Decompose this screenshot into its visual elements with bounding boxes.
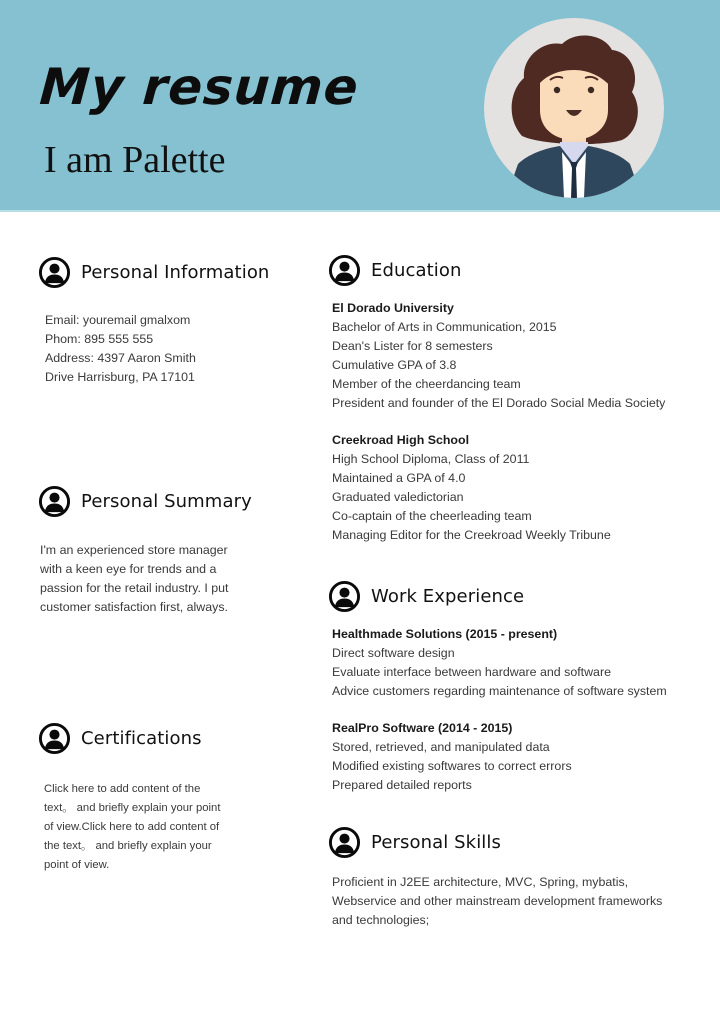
section-title: Personal Skills <box>371 832 501 853</box>
certification-line: text。 and briefly explain your point <box>44 802 221 814</box>
certifications-content[interactable] <box>44 780 220 875</box>
person-circle-icon <box>38 485 71 518</box>
personal-information-content <box>45 311 196 387</box>
job-title: RealPro Software (2014 - 2015) <box>332 721 513 735</box>
section-education <box>328 254 462 287</box>
personal-skills-content <box>332 873 662 930</box>
school-detail: Co-captain of the cheerleading team <box>332 509 532 523</box>
job-title: Healthmade Solutions (2015 - present) <box>332 627 558 641</box>
school-detail: President and founder of the El Dorado Social Media Society <box>332 396 666 410</box>
person-circle-icon <box>328 826 361 859</box>
school-detail: Cumulative GPA of 3.8 <box>332 358 457 372</box>
section-work-experience <box>328 580 524 613</box>
school-detail: Managing Editor for the Creekroad Weekly Tribune <box>332 528 611 542</box>
certification-line: Click here to add content of the <box>44 783 201 795</box>
section-certifications <box>38 722 202 755</box>
job-detail: Prepared detailed reports <box>332 778 472 792</box>
job-detail: Advice customers regarding maintenance of software system <box>332 684 667 698</box>
person-circle-icon <box>38 256 71 289</box>
skills-line: Webservice and other mainstream development frameworks <box>332 894 663 908</box>
resume-title: My resume <box>37 58 361 116</box>
section-personal-summary <box>38 485 252 518</box>
avatar-icon <box>484 18 664 198</box>
job-detail: Modified existing softwares to correct errors <box>332 759 572 773</box>
summary-line: customer satisfaction first, always. <box>40 600 228 614</box>
school-detail: High School Diploma, Class of 2011 <box>332 452 530 466</box>
education-university <box>332 299 665 413</box>
job-healthmade <box>332 625 667 701</box>
section-personal-information <box>38 256 269 289</box>
school-detail: Maintained a GPA of 4.0 <box>332 471 466 485</box>
summary-line: with a keen eye for trends and a <box>40 562 217 576</box>
skills-line: and technologies; <box>332 913 430 927</box>
school-detail: Member of the cheerdancing team <box>332 377 521 391</box>
education-high-school <box>332 431 611 545</box>
email-line: Email: youremail gmalxom <box>45 313 191 327</box>
section-title: Personal Information <box>81 262 270 283</box>
job-realpro <box>332 719 572 795</box>
job-detail: Direct software design <box>332 646 455 660</box>
section-title: Personal Summary <box>81 491 252 512</box>
job-detail: Stored, retrieved, and manipulated data <box>332 740 550 754</box>
person-circle-icon <box>328 254 361 287</box>
summary-line: passion for the retail industry. I put <box>40 581 229 595</box>
section-title: Certifications <box>81 728 202 749</box>
section-title: Education <box>371 260 462 281</box>
certification-line: point of view. <box>44 859 110 871</box>
summary-line: I'm an experienced store manager <box>40 543 228 557</box>
phone-line: Phom: 895 555 555 <box>45 332 154 346</box>
person-circle-icon <box>328 580 361 613</box>
school-name: Creekroad High School <box>332 433 470 447</box>
person-circle-icon <box>38 722 71 755</box>
header-banner <box>0 0 720 212</box>
school-name: El Dorado University <box>332 301 454 315</box>
skills-line: Proficient in J2EE architecture, MVC, Spring, mybatis, <box>332 875 629 889</box>
section-title: Work Experience <box>371 586 525 607</box>
job-detail: Evaluate interface between hardware and software <box>332 665 611 679</box>
school-detail: Graduated valedictorian <box>332 490 464 504</box>
school-detail: Dean's Lister for 8 semesters <box>332 339 493 353</box>
resume-subtitle: I am Palette <box>44 139 226 181</box>
school-detail: Bachelor of Arts in Communication, 2015 <box>332 320 557 334</box>
personal-summary-content <box>40 541 228 617</box>
section-personal-skills <box>328 826 501 859</box>
address-line-2: Drive Harrisburg, PA 17101 <box>45 370 195 384</box>
certification-line: the text。 and briefly explain your <box>44 840 212 852</box>
certification-line: of view.Click here to add content of <box>44 821 220 833</box>
address-line: Address: 4397 Aaron Smith <box>45 351 196 365</box>
